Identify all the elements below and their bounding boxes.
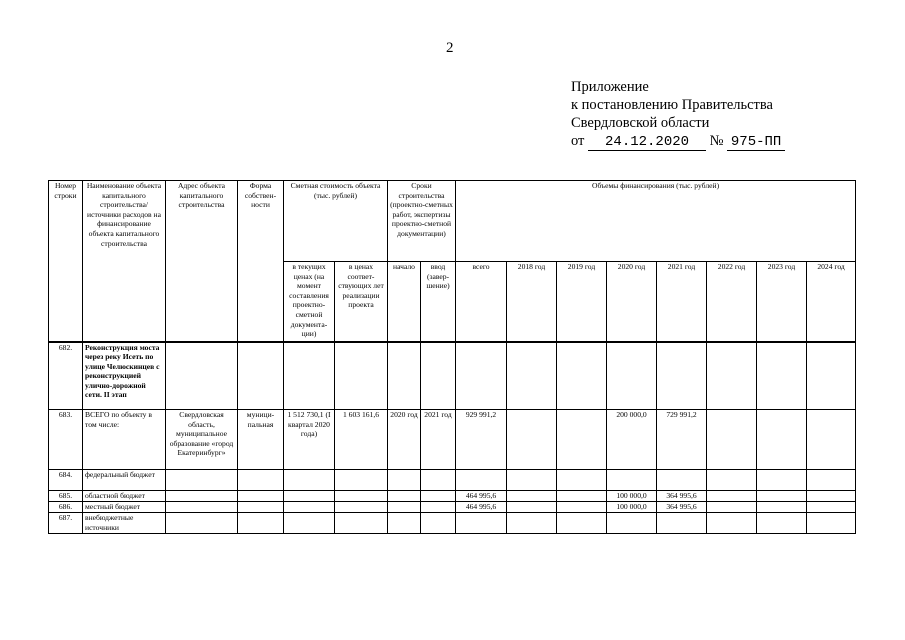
header-year-2019: 2019 год	[557, 262, 607, 342]
row-2019-cell	[557, 410, 607, 470]
row-2018-cell	[507, 470, 557, 491]
header-year-2024: 2024 год	[807, 262, 856, 342]
row-address-cell	[166, 502, 238, 513]
row-2020-cell: 100 000,0	[607, 502, 657, 513]
table-row	[49, 502, 856, 513]
row-number-cell: 683.	[49, 410, 83, 470]
row-2024-cell	[807, 342, 856, 410]
row-cost-current-cell	[284, 342, 335, 410]
header-year-2023: 2023 год	[757, 262, 807, 342]
row-total-cell	[456, 342, 507, 410]
row-address-cell	[166, 342, 238, 410]
appendix-title: Приложение	[571, 79, 649, 95]
row-2022-cell	[707, 342, 757, 410]
header-name: Наименование объекта капитального строительства/ источники расходов на финансирование объекта капитального строительства	[83, 181, 166, 342]
row-2023-cell	[757, 502, 807, 513]
header-deadlines: Сроки строительства (проектно-сметных работ, экспертизы проектно-сметной документации)	[388, 181, 456, 262]
financing-table	[48, 180, 856, 534]
row-cost-years-cell	[335, 491, 388, 502]
row-2021-cell: 729 991,2	[657, 410, 707, 470]
row-2020-cell	[607, 342, 657, 410]
page-number: 2	[446, 40, 454, 56]
row-cost-current-cell: 1 512 730,1 (I квартал 2020 года)	[284, 410, 335, 470]
row-end-cell	[421, 502, 456, 513]
table-row	[49, 410, 856, 470]
table-row	[49, 513, 856, 534]
table-row	[49, 342, 856, 410]
row-number-cell: 685.	[49, 491, 83, 502]
row-start-cell	[388, 502, 421, 513]
row-2023-cell	[757, 491, 807, 502]
row-total-cell	[456, 470, 507, 491]
row-2018-cell	[507, 513, 557, 534]
row-2023-cell	[757, 513, 807, 534]
row-2018-cell	[507, 491, 557, 502]
row-2018-cell	[507, 410, 557, 470]
header-address: Адрес объекта капитального строительства	[166, 181, 238, 342]
row-end-cell	[421, 342, 456, 410]
row-2021-cell	[657, 513, 707, 534]
header-estimated-cost: Сметная стоимость объекта (тыс. рублей)	[284, 181, 388, 262]
row-2021-cell: 364 995,6	[657, 502, 707, 513]
row-cost-current-cell	[284, 513, 335, 534]
header-cost-current: в текущих ценах (на момент составления проектно-сметной документа-ции)	[284, 262, 335, 342]
row-name-cell: областной бюджет	[83, 491, 166, 502]
table-row	[49, 491, 856, 502]
row-number-cell: 687.	[49, 513, 83, 534]
row-2020-cell: 100 000,0	[607, 491, 657, 502]
row-number-cell: 686.	[49, 502, 83, 513]
row-name-cell: внебюджетные источники	[83, 513, 166, 534]
row-address-cell	[166, 470, 238, 491]
row-start-cell	[388, 491, 421, 502]
appendix-subtitle: к постановлению Правительства	[571, 97, 773, 113]
header-year-2022: 2022 год	[707, 262, 757, 342]
from-label: от	[571, 133, 585, 149]
row-2019-cell	[557, 513, 607, 534]
row-2018-cell	[507, 342, 557, 410]
row-2020-cell	[607, 513, 657, 534]
row-2019-cell	[557, 502, 607, 513]
row-2019-cell	[557, 470, 607, 491]
header-year-2021: 2021 год	[657, 262, 707, 342]
number-label: №	[709, 133, 724, 149]
row-cost-years-cell	[335, 502, 388, 513]
row-2019-cell	[557, 491, 607, 502]
row-2021-cell: 364 995,6	[657, 491, 707, 502]
row-number-cell: 682.	[49, 342, 83, 410]
row-2022-cell	[707, 470, 757, 491]
row-ownership-cell: муници-пальная	[238, 410, 284, 470]
row-2019-cell	[557, 342, 607, 410]
row-2022-cell	[707, 513, 757, 534]
header-year-2020: 2020 год	[607, 262, 657, 342]
row-total-cell	[456, 513, 507, 534]
appendix-date-line	[571, 132, 785, 151]
row-ownership-cell	[238, 513, 284, 534]
row-name-cell: местный бюджет	[83, 502, 166, 513]
row-2024-cell	[807, 410, 856, 470]
row-2018-cell	[507, 502, 557, 513]
row-address-cell	[166, 491, 238, 502]
row-2022-cell	[707, 410, 757, 470]
row-cost-current-cell	[284, 502, 335, 513]
row-2023-cell	[757, 470, 807, 491]
row-end-cell	[421, 491, 456, 502]
row-name-cell: федеральный бюджет	[83, 470, 166, 491]
row-start-cell	[388, 513, 421, 534]
row-cost-years-cell	[335, 470, 388, 491]
header-end: ввод (завер-шение)	[421, 262, 456, 342]
resolution-number: 975-ПП	[727, 135, 785, 151]
row-2024-cell	[807, 470, 856, 491]
row-ownership-cell	[238, 342, 284, 410]
table-row	[49, 470, 856, 491]
resolution-date: 24.12.2020	[588, 135, 706, 151]
row-cost-years-cell	[335, 513, 388, 534]
row-end-cell	[421, 513, 456, 534]
row-2021-cell	[657, 342, 707, 410]
row-end-cell: 2021 год	[421, 410, 456, 470]
row-2022-cell	[707, 491, 757, 502]
row-total-cell: 464 995,6	[456, 502, 507, 513]
header-row-number: Номер строки	[49, 181, 83, 342]
row-start-cell	[388, 470, 421, 491]
row-start-cell: 2020 год	[388, 410, 421, 470]
row-address-cell	[166, 513, 238, 534]
row-cost-years-cell	[335, 342, 388, 410]
row-2020-cell: 200 000,0	[607, 410, 657, 470]
row-end-cell	[421, 470, 456, 491]
header-total: всего	[456, 262, 507, 342]
row-ownership-cell	[238, 470, 284, 491]
row-2022-cell	[707, 502, 757, 513]
row-total-cell: 929 991,2	[456, 410, 507, 470]
row-ownership-cell	[238, 491, 284, 502]
row-2020-cell	[607, 470, 657, 491]
header-row-1	[49, 181, 856, 262]
header-start: начало	[388, 262, 421, 342]
row-address-cell: Свердловская область, муниципальное образование «город Екатеринбург»	[166, 410, 238, 470]
header-year-2018: 2018 год	[507, 262, 557, 342]
row-cost-years-cell: 1 603 161,6	[335, 410, 388, 470]
header-cost-years: в ценах соответ-ствующих лет реализации проекта	[335, 262, 388, 342]
row-2023-cell	[757, 410, 807, 470]
row-start-cell	[388, 342, 421, 410]
row-2024-cell	[807, 513, 856, 534]
row-2024-cell	[807, 491, 856, 502]
row-total-cell: 464 995,6	[456, 491, 507, 502]
row-name-cell: Реконструкция моста через реку Исеть по улице Челюскинцев с реконструкцией улично-дорожной сети. II этап	[83, 342, 166, 410]
row-2021-cell	[657, 470, 707, 491]
appendix-block	[571, 78, 785, 151]
appendix-region: Свердловской области	[571, 115, 710, 131]
row-ownership-cell	[238, 502, 284, 513]
row-2024-cell	[807, 502, 856, 513]
row-2023-cell	[757, 342, 807, 410]
row-number-cell: 684.	[49, 470, 83, 491]
row-cost-current-cell	[284, 491, 335, 502]
row-name-cell: ВСЕГО по объекту в том числе:	[83, 410, 166, 470]
header-ownership: Форма собствен-ности	[238, 181, 284, 342]
header-financing: Объемы финансирования (тыс. рублей)	[456, 181, 856, 262]
row-cost-current-cell	[284, 470, 335, 491]
